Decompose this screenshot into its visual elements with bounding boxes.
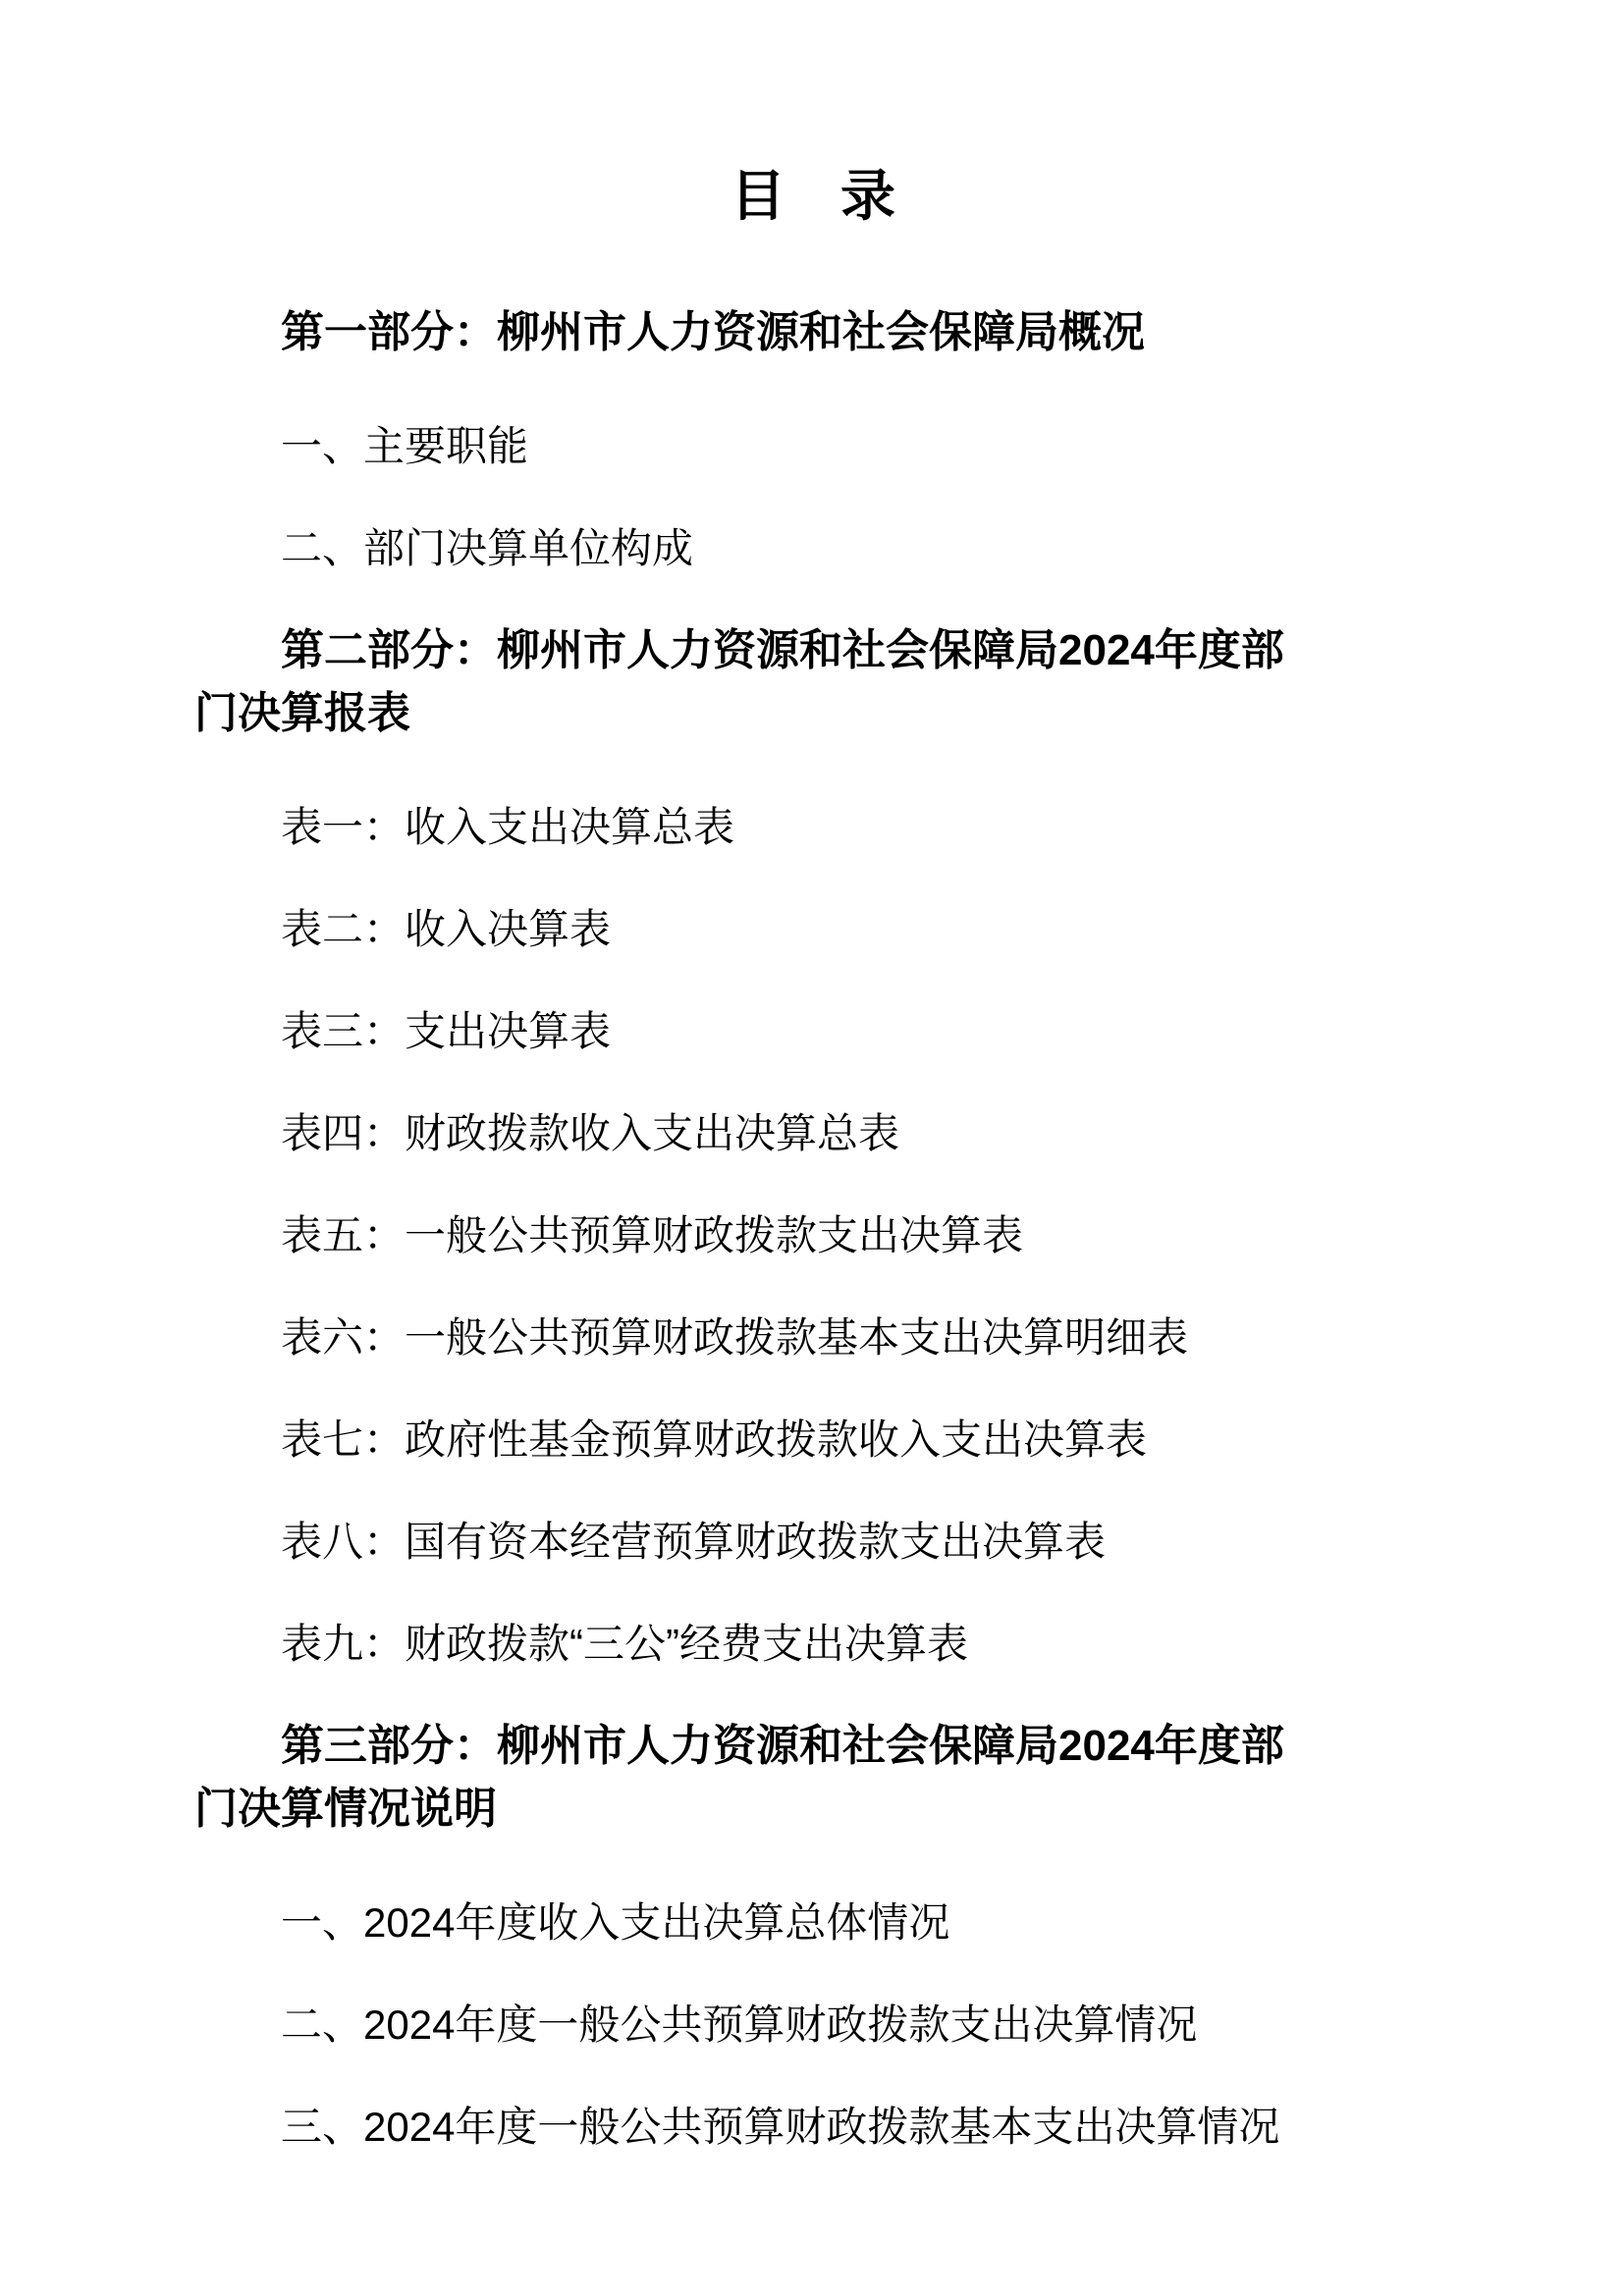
toc-section-heading [194, 301, 1432, 364]
toc-text-line: 表四：财政拨款收入支出决算总表 [281, 1110, 900, 1156]
toc-entry [194, 517, 1432, 580]
toc-entry [194, 1613, 1432, 1676]
toc-text-line: 第二部分：柳州市人力资源和社会保障局2024年度部 [281, 626, 1284, 674]
toc-text-line: 表三：支出决算表 [281, 1008, 612, 1054]
toc-entry [194, 898, 1432, 961]
toc-entry [194, 1892, 1432, 1954]
toc-text-line: 表一：收入支出决算总表 [281, 804, 735, 850]
toc-text-line: 一、2024年度收入支出决算总体情况 [281, 1899, 950, 1946]
toc-text-line: 表六：一般公共预算财政拨款基本支出决算明细表 [281, 1314, 1189, 1361]
toc-text-line: 二、部门决算单位构成 [281, 525, 694, 571]
toc-entry [194, 415, 1432, 478]
toc-text-line: 门决算报表 [194, 689, 410, 737]
toc-entry [194, 1204, 1432, 1267]
toc-text-line: 表八：国有资本经营预算财政拨款支出决算表 [281, 1519, 1107, 1565]
toc-text-line: 二、2024年度一般公共预算财政拨款支出决算情况 [281, 2002, 1198, 2048]
page-title: 目 录 [731, 165, 895, 227]
toc-entry [194, 1102, 1432, 1165]
toc-text-line: 第三部分：柳州市人力资源和社会保障局2024年度部 [281, 1722, 1284, 1770]
toc-entry [194, 1307, 1432, 1369]
toc-entry [194, 1409, 1432, 1471]
toc-text-line: 第一部分：柳州市人力资源和社会保障局概况 [281, 308, 1145, 356]
toc-text-line: 三、2024年度一般公共预算财政拨款基本支出决算情况 [281, 2104, 1280, 2150]
toc-text-line: 表七：政府性基金预算财政拨款收入支出决算表 [281, 1416, 1148, 1463]
toc-entry [194, 1511, 1432, 1574]
toc-text-line: 表二：收入决算表 [281, 906, 612, 952]
toc-entry [194, 2096, 1432, 2159]
toc-entry [194, 1000, 1432, 1063]
toc-entry [194, 1994, 1432, 2056]
toc-entry [194, 796, 1432, 859]
toc-text-line: 表九：财政拨款“三公”经费支出决算表 [281, 1621, 968, 1667]
toc-section-heading [194, 619, 1432, 745]
toc-text-line: 表五：一般公共预算财政拨款支出决算表 [281, 1212, 1024, 1258]
toc-text-line: 门决算情况说明 [194, 1785, 497, 1833]
toc-text-line: 一、主要职能 [281, 423, 529, 469]
table-of-contents [194, 301, 1432, 2159]
toc-section-heading [194, 1715, 1432, 1841]
